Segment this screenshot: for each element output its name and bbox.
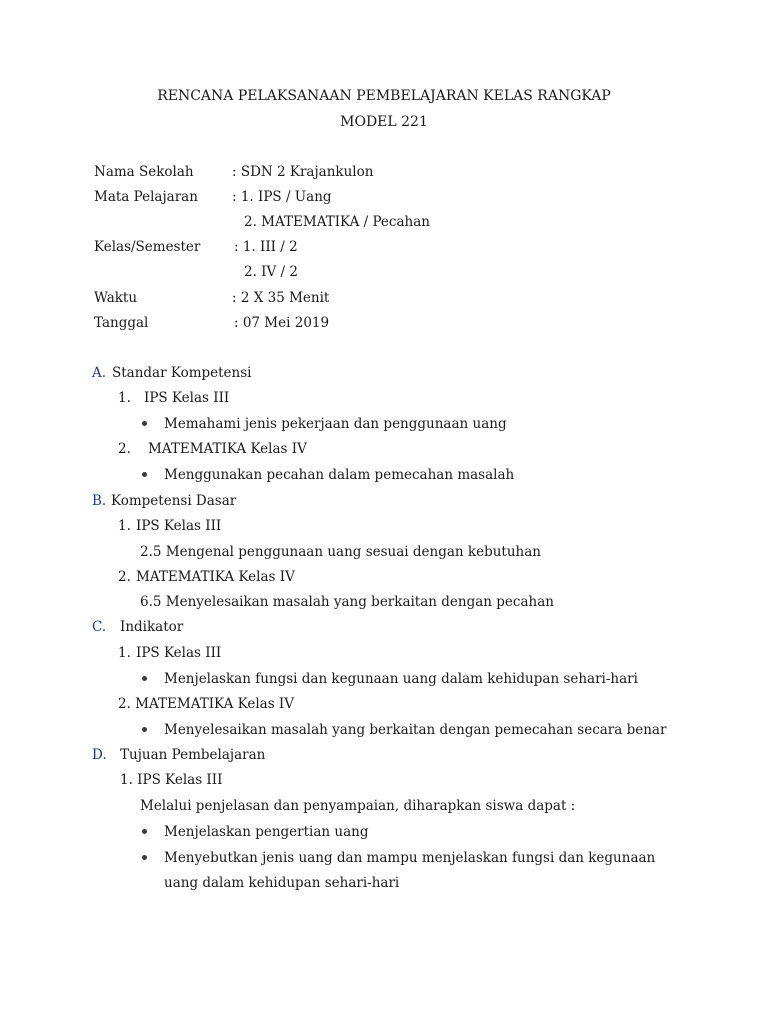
section-c-item1-bullet: Menjelaskan fungsi dan kegunaan uang dalam kehidupan sehari-hari [164,671,638,687]
section-d-item1-label: 1. IPS Kelas III [120,772,223,788]
bullet-icon [142,472,147,477]
bullet-icon [142,855,147,860]
bullet-icon [142,727,147,732]
section-b-item1-text: 2.5 Mengenal penggunaan uang sesuai dengan kebutuhan [140,544,541,560]
section-a-heading: Standar Kompetensi [112,365,252,381]
class-label: Kelas/Semester [94,239,201,255]
date-value: : 07 Mei 2019 [234,315,330,331]
section-a-item1-bullet: Memahami jenis pekerjaan dan penggunaan uang [164,416,507,432]
section-a-item2-bullet: Menggunakan pecahan dalam pemecahan masalah [164,467,515,483]
document-subtitle: MODEL 221 [340,114,428,130]
section-b-item2-text: 6.5 Menyelesaikan masalah yang berkaitan dengan pecahan [140,594,554,610]
section-b-heading: Kompetensi Dasar [111,493,237,509]
school-label: Nama Sekolah [94,164,194,180]
section-b-letter: B. [92,493,107,509]
subject-label: Mata Pelajaran [94,189,198,205]
time-value: : 2 X 35 Menit [232,290,330,306]
document-title: RENCANA PELAKSANAAN PEMBELAJARAN KELAS RANGKAP [157,88,611,104]
section-a-letter: A. [92,365,107,381]
section-c-letter: C. [92,619,107,635]
section-c-item1-label: IPS Kelas III [136,645,222,661]
bullet-icon [142,421,147,426]
subject-value-2: 2. MATEMATIKA / Pecahan [244,214,430,230]
section-b-item1-label: IPS Kelas III [136,518,222,534]
section-c-item2-bullet: Menyelesaikan masalah yang berkaitan dengan pemecahan secara benar [164,722,667,738]
section-b-item1-number: 1. [118,518,131,534]
section-d-letter: D. [92,747,107,763]
section-d-bullet1: Menjelaskan pengertian uang [164,824,369,840]
class-value-2: 2. IV / 2 [244,264,298,280]
date-label: Tanggal [94,315,149,331]
time-label: Waktu [94,290,138,306]
section-c-item1-number: 1. [118,645,131,661]
school-value: : SDN 2 Krajankulon [232,164,374,180]
section-b-item2-number: 2. [118,569,131,585]
section-b-item2-label: MATEMATIKA Kelas IV [136,569,295,585]
section-d-heading: Tujuan Pembelajaran [120,747,266,763]
section-c-heading: Indikator [120,619,184,635]
section-d-bullet2-line1: Menyebutkan jenis uang dan mampu menjelaskan fungsi dan kegunaan [164,850,656,866]
subject-value-1: : 1. IPS / Uang [232,189,332,205]
section-a-item2-number: 2. [118,441,131,457]
bullet-icon [142,829,147,834]
section-d-bullet2-line2: uang dalam kehidupan sehari-hari [164,875,400,891]
bullet-icon [142,676,147,681]
section-d-intro: Melalui penjelasan dan penyampaian, diharapkan siswa dapat : [140,798,576,814]
section-c-item2-label: 2. MATEMATIKA Kelas IV [118,696,294,712]
class-value-1: : 1. III / 2 [234,239,298,255]
section-a-item2-label: MATEMATIKA Kelas IV [148,441,307,457]
section-a-item1-label: IPS Kelas III [144,390,230,406]
section-a-item1-number: 1. [118,390,131,406]
